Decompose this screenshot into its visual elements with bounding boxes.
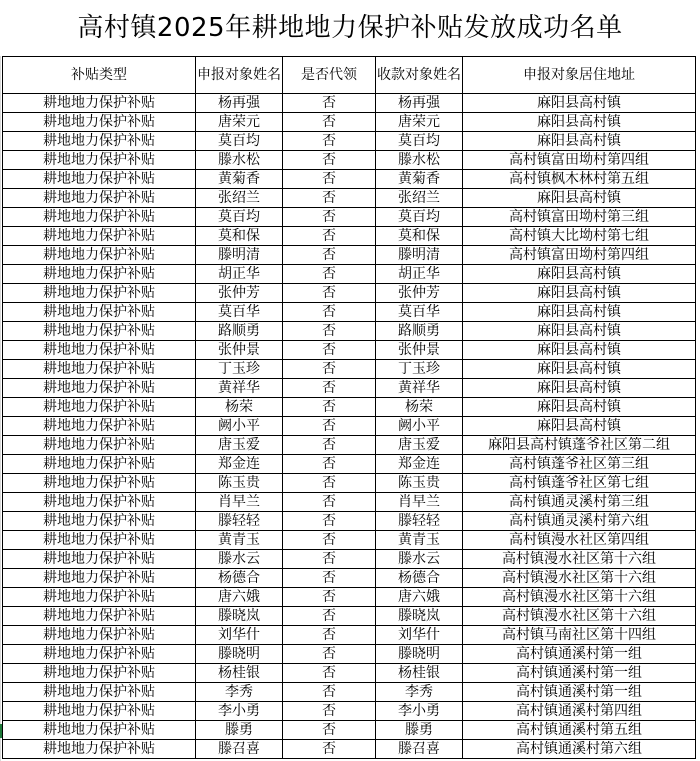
table-row <box>3 208 696 227</box>
cell-subsidy-type[interactable]: 耕地地力保护补贴 <box>3 246 196 265</box>
cell-applicant-name[interactable]: 胡正华 <box>196 265 283 284</box>
cell-payee-name[interactable]: 滕勇 <box>376 721 463 740</box>
table-row <box>3 246 696 265</box>
cell-applicant-name[interactable]: 莫百华 <box>196 303 283 322</box>
cell-payee-name[interactable]: 张绍兰 <box>376 189 463 208</box>
cell-payee-name[interactable]: 滕晓明 <box>376 645 463 664</box>
cell-proxy-collection[interactable]: 否 <box>283 626 376 645</box>
cell-applicant-name[interactable]: 唐玉爱 <box>196 436 283 455</box>
cell-address[interactable]: 高村镇漫水社区第四组 <box>463 531 696 550</box>
cell-proxy-collection[interactable]: 否 <box>283 531 376 550</box>
table-row <box>3 322 696 341</box>
cell-proxy-collection[interactable]: 否 <box>283 322 376 341</box>
cell-applicant-name[interactable]: 黄菊香 <box>196 170 283 189</box>
cell-payee-name[interactable]: 滕召喜 <box>376 740 463 759</box>
cell-proxy-collection[interactable]: 否 <box>283 550 376 569</box>
cell-proxy-collection[interactable]: 否 <box>283 170 376 189</box>
cell-applicant-name[interactable]: 李秀 <box>196 683 283 702</box>
header-address[interactable]: 申报对象居住地址 <box>463 57 696 94</box>
cell-applicant-name[interactable]: 黄祥华 <box>196 379 283 398</box>
cell-payee-name[interactable]: 杨荣 <box>376 398 463 417</box>
cell-subsidy-type[interactable]: 耕地地力保护补贴 <box>3 113 196 132</box>
cell-proxy-collection[interactable]: 否 <box>283 512 376 531</box>
table-row <box>3 94 696 113</box>
cell-applicant-name[interactable]: 唐荣元 <box>196 113 283 132</box>
cell-address[interactable]: 高村镇漫水社区第十六组 <box>463 588 696 607</box>
cell-address[interactable]: 高村镇通溪村第四组 <box>463 702 696 721</box>
cell-payee-name[interactable]: 黄菊香 <box>376 170 463 189</box>
table-row <box>3 132 696 151</box>
cell-proxy-collection[interactable]: 否 <box>283 702 376 721</box>
table-row <box>3 664 696 683</box>
cell-proxy-collection[interactable]: 否 <box>283 189 376 208</box>
cell-proxy-collection[interactable]: 否 <box>283 341 376 360</box>
cell-address[interactable]: 麻阳县高村镇 <box>463 303 696 322</box>
header-proxy-collection[interactable]: 是否代领 <box>283 57 376 94</box>
cell-address[interactable]: 高村镇漫水社区第十六组 <box>463 607 696 626</box>
cell-payee-name[interactable]: 李小勇 <box>376 702 463 721</box>
cell-subsidy-type[interactable]: 耕地地力保护补贴 <box>3 227 196 246</box>
table-row <box>3 113 696 132</box>
cell-proxy-collection[interactable]: 否 <box>283 379 376 398</box>
cell-payee-name[interactable]: 张仲芳 <box>376 284 463 303</box>
cell-applicant-name[interactable]: 杨德合 <box>196 569 283 588</box>
cell-address[interactable]: 麻阳县高村镇 <box>463 265 696 284</box>
cell-payee-name[interactable]: 莫百均 <box>376 132 463 151</box>
cell-payee-name[interactable]: 黄青玉 <box>376 531 463 550</box>
cell-applicant-name[interactable]: 丁玉珍 <box>196 360 283 379</box>
cell-payee-name[interactable]: 滕明清 <box>376 246 463 265</box>
cell-payee-name[interactable]: 滕晓岚 <box>376 607 463 626</box>
cell-applicant-name[interactable]: 莫百均 <box>196 132 283 151</box>
cell-address[interactable]: 高村镇富田坳村第三组 <box>463 208 696 227</box>
sheet-edge-line <box>0 56 1 761</box>
table-row <box>3 284 696 303</box>
cell-payee-name[interactable]: 陈玉贵 <box>376 474 463 493</box>
cell-proxy-collection[interactable]: 否 <box>283 398 376 417</box>
cell-subsidy-type[interactable]: 耕地地力保护补贴 <box>3 531 196 550</box>
cell-address[interactable]: 高村镇通溪村第六组 <box>463 740 696 759</box>
cell-payee-name[interactable]: 唐六娥 <box>376 588 463 607</box>
cell-address[interactable]: 高村镇马南社区第十四组 <box>463 626 696 645</box>
cell-applicant-name[interactable]: 黄青玉 <box>196 531 283 550</box>
page-title: 高村镇2025年耕地地力保护补贴发放成功名单 <box>77 13 623 43</box>
table-row <box>3 493 696 512</box>
cell-applicant-name[interactable]: 阙小平 <box>196 417 283 436</box>
subsidy-table <box>2 56 696 759</box>
cell-proxy-collection[interactable]: 否 <box>283 474 376 493</box>
cell-subsidy-type[interactable]: 耕地地力保护补贴 <box>3 436 196 455</box>
cell-subsidy-type[interactable]: 耕地地力保护补贴 <box>3 569 196 588</box>
cell-proxy-collection[interactable]: 否 <box>283 94 376 113</box>
cell-applicant-name[interactable]: 滕轻轻 <box>196 512 283 531</box>
cell-address[interactable]: 麻阳县高村镇 <box>463 398 696 417</box>
cell-payee-name[interactable]: 杨德合 <box>376 569 463 588</box>
table-row <box>3 569 696 588</box>
cell-address[interactable]: 高村镇通溪村第五组 <box>463 721 696 740</box>
cell-subsidy-type[interactable]: 耕地地力保护补贴 <box>3 588 196 607</box>
cell-payee-name[interactable]: 杨再强 <box>376 94 463 113</box>
cell-payee-name[interactable]: 滕轻轻 <box>376 512 463 531</box>
cell-payee-name[interactable]: 肖早兰 <box>376 493 463 512</box>
table-row <box>3 626 696 645</box>
table-row <box>3 265 696 284</box>
cell-address[interactable]: 麻阳县高村镇 <box>463 379 696 398</box>
cell-payee-name[interactable]: 郑金连 <box>376 455 463 474</box>
table-row <box>3 645 696 664</box>
table-row <box>3 588 696 607</box>
table-row <box>3 550 696 569</box>
table-row <box>3 303 696 322</box>
table-row <box>3 455 696 474</box>
cell-subsidy-type[interactable]: 耕地地力保护补贴 <box>3 702 196 721</box>
cell-proxy-collection[interactable]: 否 <box>283 417 376 436</box>
cell-subsidy-type[interactable]: 耕地地力保护补贴 <box>3 303 196 322</box>
cell-proxy-collection[interactable]: 否 <box>283 360 376 379</box>
cell-payee-name[interactable]: 莫和保 <box>376 227 463 246</box>
cell-subsidy-type[interactable]: 耕地地力保护补贴 <box>3 550 196 569</box>
cell-subsidy-type[interactable]: 耕地地力保护补贴 <box>3 189 196 208</box>
cell-subsidy-type[interactable]: 耕地地力保护补贴 <box>3 512 196 531</box>
cell-applicant-name[interactable]: 张仲景 <box>196 341 283 360</box>
cell-proxy-collection[interactable]: 否 <box>283 607 376 626</box>
cell-applicant-name[interactable]: 唐六娥 <box>196 588 283 607</box>
cell-address[interactable]: 高村镇通溪村第一组 <box>463 645 696 664</box>
table-row <box>3 398 696 417</box>
cell-applicant-name[interactable]: 张绍兰 <box>196 189 283 208</box>
cell-address[interactable]: 高村镇大比坳村第七组 <box>463 227 696 246</box>
table-row <box>3 702 696 721</box>
cell-subsidy-type[interactable]: 耕地地力保护补贴 <box>3 322 196 341</box>
table-row <box>3 436 696 455</box>
cell-payee-name[interactable]: 唐玉爱 <box>376 436 463 455</box>
cell-applicant-name[interactable]: 郑金连 <box>196 455 283 474</box>
cell-subsidy-type[interactable]: 耕地地力保护补贴 <box>3 417 196 436</box>
cell-subsidy-type[interactable]: 耕地地力保护补贴 <box>3 626 196 645</box>
cell-subsidy-type[interactable]: 耕地地力保护补贴 <box>3 265 196 284</box>
cell-applicant-name[interactable]: 滕水云 <box>196 550 283 569</box>
cell-applicant-name[interactable]: 杨荣 <box>196 398 283 417</box>
cell-address[interactable]: 高村镇蓬爷社区第三组 <box>463 455 696 474</box>
cell-proxy-collection[interactable]: 否 <box>283 265 376 284</box>
table-row <box>3 151 696 170</box>
cell-proxy-collection[interactable]: 否 <box>283 284 376 303</box>
cell-proxy-collection[interactable]: 否 <box>283 740 376 759</box>
cell-address[interactable]: 高村镇通灵溪村第六组 <box>463 512 696 531</box>
table-row <box>3 474 696 493</box>
cell-proxy-collection[interactable]: 否 <box>283 132 376 151</box>
cell-applicant-name[interactable]: 莫百均 <box>196 208 283 227</box>
cell-subsidy-type[interactable]: 耕地地力保护补贴 <box>3 94 196 113</box>
cell-proxy-collection[interactable]: 否 <box>283 436 376 455</box>
cell-applicant-name[interactable]: 滕晓岚 <box>196 607 283 626</box>
table-row <box>3 417 696 436</box>
cell-address[interactable]: 高村镇通溪村第一组 <box>463 683 696 702</box>
table-row <box>3 227 696 246</box>
cell-applicant-name[interactable]: 滕水松 <box>196 151 283 170</box>
cell-proxy-collection[interactable]: 否 <box>283 246 376 265</box>
cell-subsidy-type[interactable]: 耕地地力保护补贴 <box>3 379 196 398</box>
cell-applicant-name[interactable]: 滕勇 <box>196 721 283 740</box>
table-row <box>3 170 696 189</box>
cell-subsidy-type[interactable]: 耕地地力保护补贴 <box>3 683 196 702</box>
cell-payee-name[interactable]: 黄祥华 <box>376 379 463 398</box>
cell-payee-name[interactable]: 杨桂银 <box>376 664 463 683</box>
cell-proxy-collection[interactable]: 否 <box>283 227 376 246</box>
cell-proxy-collection[interactable]: 否 <box>283 455 376 474</box>
cell-address[interactable]: 麻阳县高村镇 <box>463 189 696 208</box>
cell-address[interactable]: 高村镇蓬爷社区第七组 <box>463 474 696 493</box>
cell-address[interactable]: 麻阳县高村镇 <box>463 360 696 379</box>
cell-proxy-collection[interactable]: 否 <box>283 664 376 683</box>
cell-address[interactable]: 麻阳县高村镇 <box>463 94 696 113</box>
cell-payee-name[interactable]: 莫百华 <box>376 303 463 322</box>
cell-subsidy-type[interactable]: 耕地地力保护补贴 <box>3 455 196 474</box>
cell-proxy-collection[interactable]: 否 <box>283 151 376 170</box>
cell-applicant-name[interactable]: 肖早兰 <box>196 493 283 512</box>
cell-proxy-collection[interactable]: 否 <box>283 645 376 664</box>
header-payee-name[interactable]: 收款对象姓名 <box>376 57 463 94</box>
cell-subsidy-type[interactable]: 耕地地力保护补贴 <box>3 493 196 512</box>
cell-address[interactable]: 高村镇通溪村第一组 <box>463 664 696 683</box>
table-row <box>3 379 696 398</box>
cell-payee-name[interactable]: 滕水松 <box>376 151 463 170</box>
cell-payee-name[interactable]: 莫百均 <box>376 208 463 227</box>
cell-payee-name[interactable]: 张仲景 <box>376 341 463 360</box>
table-header-row <box>3 57 696 94</box>
cell-payee-name[interactable]: 阙小平 <box>376 417 463 436</box>
table-row <box>3 531 696 550</box>
cell-subsidy-type[interactable]: 耕地地力保护补贴 <box>3 341 196 360</box>
cell-applicant-name[interactable]: 路顺勇 <box>196 322 283 341</box>
cell-applicant-name[interactable]: 陈玉贵 <box>196 474 283 493</box>
cell-applicant-name[interactable]: 张仲芳 <box>196 284 283 303</box>
table-row <box>3 512 696 531</box>
cell-proxy-collection[interactable]: 否 <box>283 721 376 740</box>
cell-subsidy-type[interactable]: 耕地地力保护补贴 <box>3 607 196 626</box>
cell-payee-name[interactable]: 滕水云 <box>376 550 463 569</box>
cell-payee-name[interactable]: 李秀 <box>376 683 463 702</box>
table-row <box>3 740 696 759</box>
cell-subsidy-type[interactable]: 耕地地力保护补贴 <box>3 151 196 170</box>
cell-payee-name[interactable]: 丁玉珍 <box>376 360 463 379</box>
cell-address[interactable]: 高村镇漫水社区第十六组 <box>463 550 696 569</box>
cell-address[interactable]: 高村镇富田坳村第四组 <box>463 246 696 265</box>
cell-subsidy-type[interactable]: 耕地地力保护补贴 <box>3 721 196 740</box>
cell-address[interactable]: 麻阳县高村镇 <box>463 113 696 132</box>
table-row <box>3 683 696 702</box>
cell-applicant-name[interactable]: 滕晓明 <box>196 645 283 664</box>
cell-payee-name[interactable]: 刘华什 <box>376 626 463 645</box>
cell-address[interactable]: 麻阳县高村镇 <box>463 341 696 360</box>
cell-applicant-name[interactable]: 滕明清 <box>196 246 283 265</box>
cell-payee-name[interactable]: 唐荣元 <box>376 113 463 132</box>
cell-address[interactable]: 高村镇富田坳村第四组 <box>463 151 696 170</box>
cell-subsidy-type[interactable]: 耕地地力保护补贴 <box>3 664 196 683</box>
cell-applicant-name[interactable]: 莫和保 <box>196 227 283 246</box>
cell-address[interactable]: 高村镇枫木林村第五组 <box>463 170 696 189</box>
cell-address[interactable]: 麻阳县高村镇 <box>463 417 696 436</box>
cell-subsidy-type[interactable]: 耕地地力保护补贴 <box>3 284 196 303</box>
cell-subsidy-type[interactable]: 耕地地力保护补贴 <box>3 132 196 151</box>
cell-proxy-collection[interactable]: 否 <box>283 113 376 132</box>
cell-subsidy-type[interactable]: 耕地地力保护补贴 <box>3 360 196 379</box>
cell-subsidy-type[interactable]: 耕地地力保护补贴 <box>3 474 196 493</box>
cell-proxy-collection[interactable]: 否 <box>283 569 376 588</box>
cell-proxy-collection[interactable]: 否 <box>283 493 376 512</box>
cell-payee-name[interactable]: 路顺勇 <box>376 322 463 341</box>
cell-address[interactable]: 麻阳县高村镇 <box>463 322 696 341</box>
cell-subsidy-type[interactable]: 耕地地力保护补贴 <box>3 208 196 227</box>
cell-applicant-name[interactable]: 滕召喜 <box>196 740 283 759</box>
cell-address[interactable]: 麻阳县高村镇 <box>463 132 696 151</box>
header-subsidy-type[interactable]: 补贴类型 <box>3 57 196 94</box>
table-row <box>3 341 696 360</box>
cell-subsidy-type[interactable]: 耕地地力保护补贴 <box>3 740 196 759</box>
cell-address[interactable]: 高村镇漫水社区第十六组 <box>463 569 696 588</box>
cell-proxy-collection[interactable]: 否 <box>283 208 376 227</box>
table-row <box>3 607 696 626</box>
cell-applicant-name[interactable]: 李小勇 <box>196 702 283 721</box>
cell-subsidy-type[interactable]: 耕地地力保护补贴 <box>3 398 196 417</box>
table-body <box>3 94 696 759</box>
cell-applicant-name[interactable]: 刘华什 <box>196 626 283 645</box>
cell-applicant-name[interactable]: 杨桂银 <box>196 664 283 683</box>
cell-address[interactable]: 麻阳县高村镇 <box>463 284 696 303</box>
table-row <box>3 360 696 379</box>
table-row <box>3 189 696 208</box>
cell-proxy-collection[interactable]: 否 <box>283 683 376 702</box>
cell-applicant-name[interactable]: 杨再强 <box>196 94 283 113</box>
cell-subsidy-type[interactable]: 耕地地力保护补贴 <box>3 645 196 664</box>
cell-proxy-collection[interactable]: 否 <box>283 303 376 322</box>
cell-subsidy-type[interactable]: 耕地地力保护补贴 <box>3 170 196 189</box>
table-row <box>3 721 696 740</box>
cell-address[interactable]: 麻阳县高村镇蓬爷社区第二组 <box>463 436 696 455</box>
cell-address[interactable]: 高村镇通灵溪村第三组 <box>463 493 696 512</box>
cell-proxy-collection[interactable]: 否 <box>283 588 376 607</box>
cell-payee-name[interactable]: 胡正华 <box>376 265 463 284</box>
header-applicant-name[interactable]: 申报对象姓名 <box>196 57 283 94</box>
